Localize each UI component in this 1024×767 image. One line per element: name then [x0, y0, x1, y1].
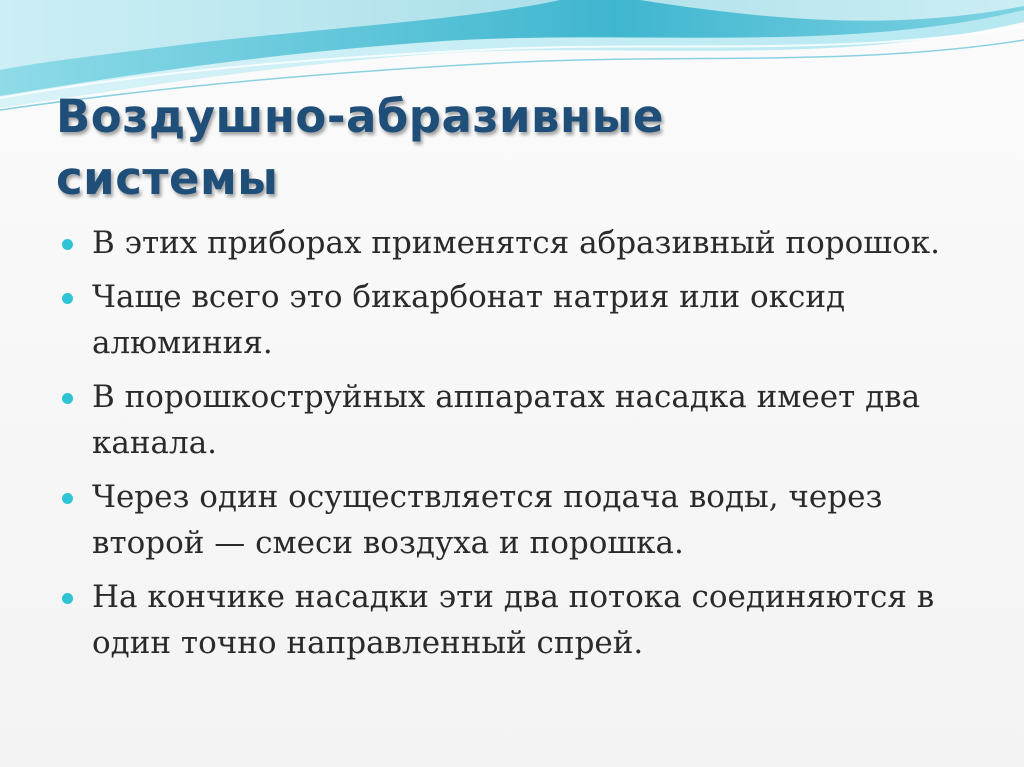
- bullet-text: Чаще всего это бикарбонат натрия или оксид алюминия.: [92, 279, 846, 361]
- slide-title-line-1: Воздушно-абразивные: [56, 90, 664, 143]
- bullet-item: [60, 574, 960, 666]
- bullet-dot-icon: [62, 393, 73, 404]
- bullet-dot-icon: [62, 239, 73, 250]
- bullet-text: В этих приборах применятся абразивный порошок.: [92, 225, 940, 261]
- slide-title-line-2: системы: [56, 152, 279, 205]
- bullet-text: На кончике насадки эти два потока соединяются в один точно направленный спрей.: [92, 579, 935, 661]
- bullet-item: [60, 474, 960, 566]
- bullet-list: [60, 220, 960, 674]
- bullet-dot-icon: [62, 593, 73, 604]
- bullet-item: [60, 374, 960, 466]
- slide-title: [56, 86, 956, 210]
- bullet-item: [60, 274, 960, 366]
- bullet-text: Через один осуществляется подача воды, через второй — смеси воздуха и порошка.: [92, 479, 883, 561]
- bullet-text: В порошкоструйных аппаратах насадка имеет два канала.: [92, 379, 921, 461]
- bullet-dot-icon: [62, 293, 73, 304]
- bullet-item: [60, 220, 960, 266]
- bullet-dot-icon: [62, 493, 73, 504]
